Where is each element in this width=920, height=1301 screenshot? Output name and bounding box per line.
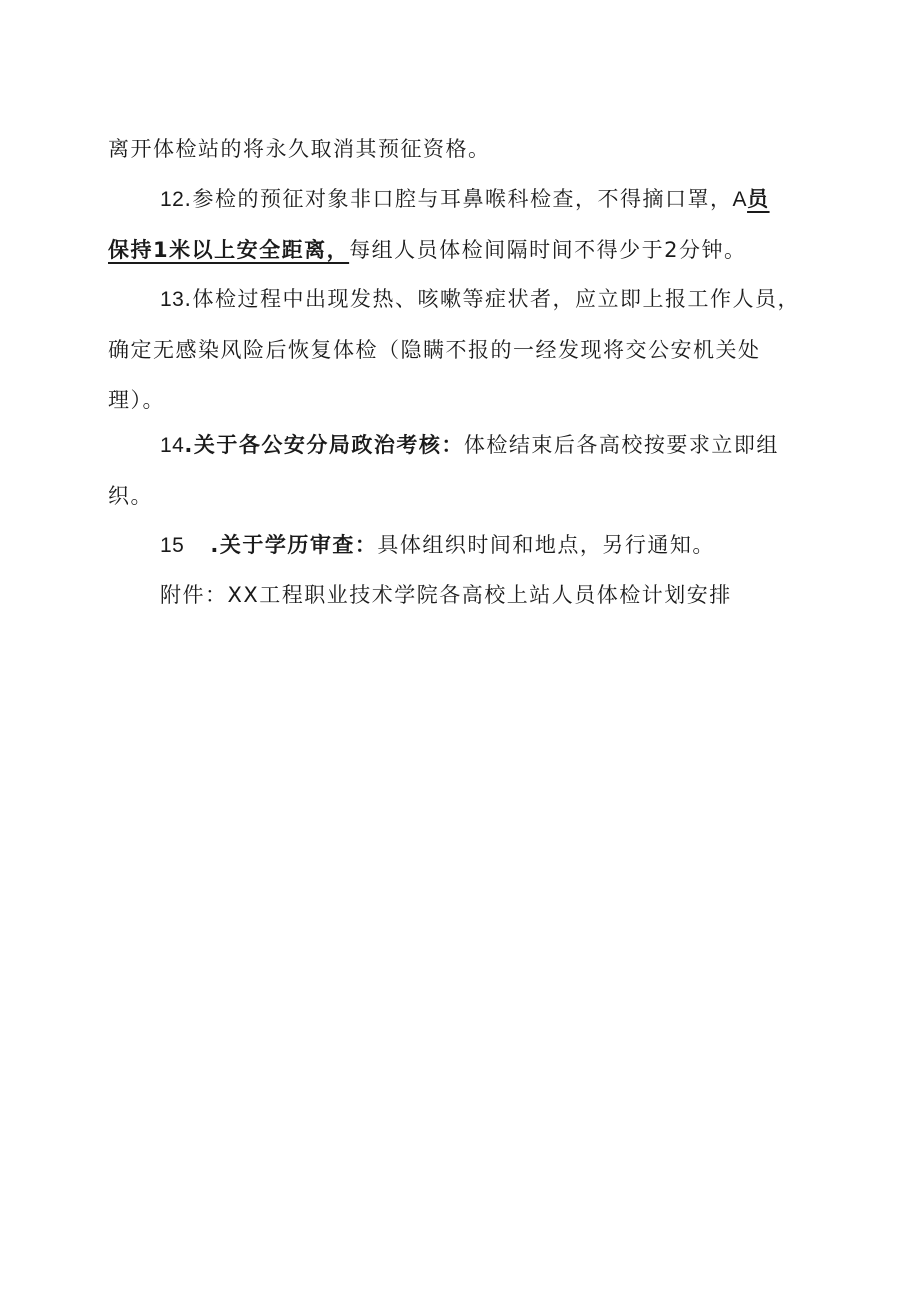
item-number-12: 12 (160, 188, 185, 211)
paragraph-14-line-1 (108, 420, 820, 471)
paragraph-continuation (108, 124, 820, 174)
item-number-14: 14 (160, 434, 185, 457)
paragraph-12-underlined-text: 保持1米以上安全距离， (108, 238, 350, 262)
paragraph-12-text-2: 每组人员体检间隔时间不得少于2分钟。 (349, 238, 747, 262)
paragraph-12 (108, 174, 820, 275)
paragraph-continuation-line: 离开体检站的将永久取消其预征资格。 (108, 137, 491, 161)
attachment-note (108, 570, 820, 620)
paragraph-13-line-2: 确定无感染风险后恢复体检（隐瞒不报的一经发现将交公安机关处 (108, 338, 761, 362)
paragraph-15-heading: .关于学历审查： (210, 533, 378, 557)
paragraph-12-underlined-start: 员 (747, 187, 770, 211)
paragraph-15 (108, 520, 820, 571)
paragraph-14-text-1: 体检结束后各高校按要求立即组 (463, 433, 779, 457)
paragraph-15-line (108, 520, 820, 571)
paragraph-12-line-1 (108, 174, 820, 225)
paragraph-13 (108, 274, 820, 425)
paragraph-13-line-1 (108, 274, 820, 325)
paragraph-12-a: A (732, 188, 748, 211)
paragraph-15-text: 具体组织时间和地点，另行通知。 (377, 533, 715, 557)
item-number-15: 15 (160, 534, 185, 557)
paragraph-13-line-3: 理）。 (108, 388, 165, 412)
paragraph-14 (108, 420, 820, 521)
paragraph-13-text-1: .体检过程中出现发热、咳嗽等症状者，应立即上报工作人员， (184, 287, 801, 311)
attachment-line: 附件：XX工程职业技术学院各高校上站人员体检计划安排 (160, 583, 732, 607)
paragraph-12-line-2 (108, 225, 820, 275)
item-number-13: 13 (160, 288, 185, 311)
paragraph-14-heading: .关于各公安分局政治考核： (184, 433, 464, 457)
paragraph-14-line-2: 织。 (108, 484, 153, 508)
paragraph-12-text: .参检的预征对象非口腔与耳鼻喉科检查，不得摘口罩， (184, 187, 733, 211)
